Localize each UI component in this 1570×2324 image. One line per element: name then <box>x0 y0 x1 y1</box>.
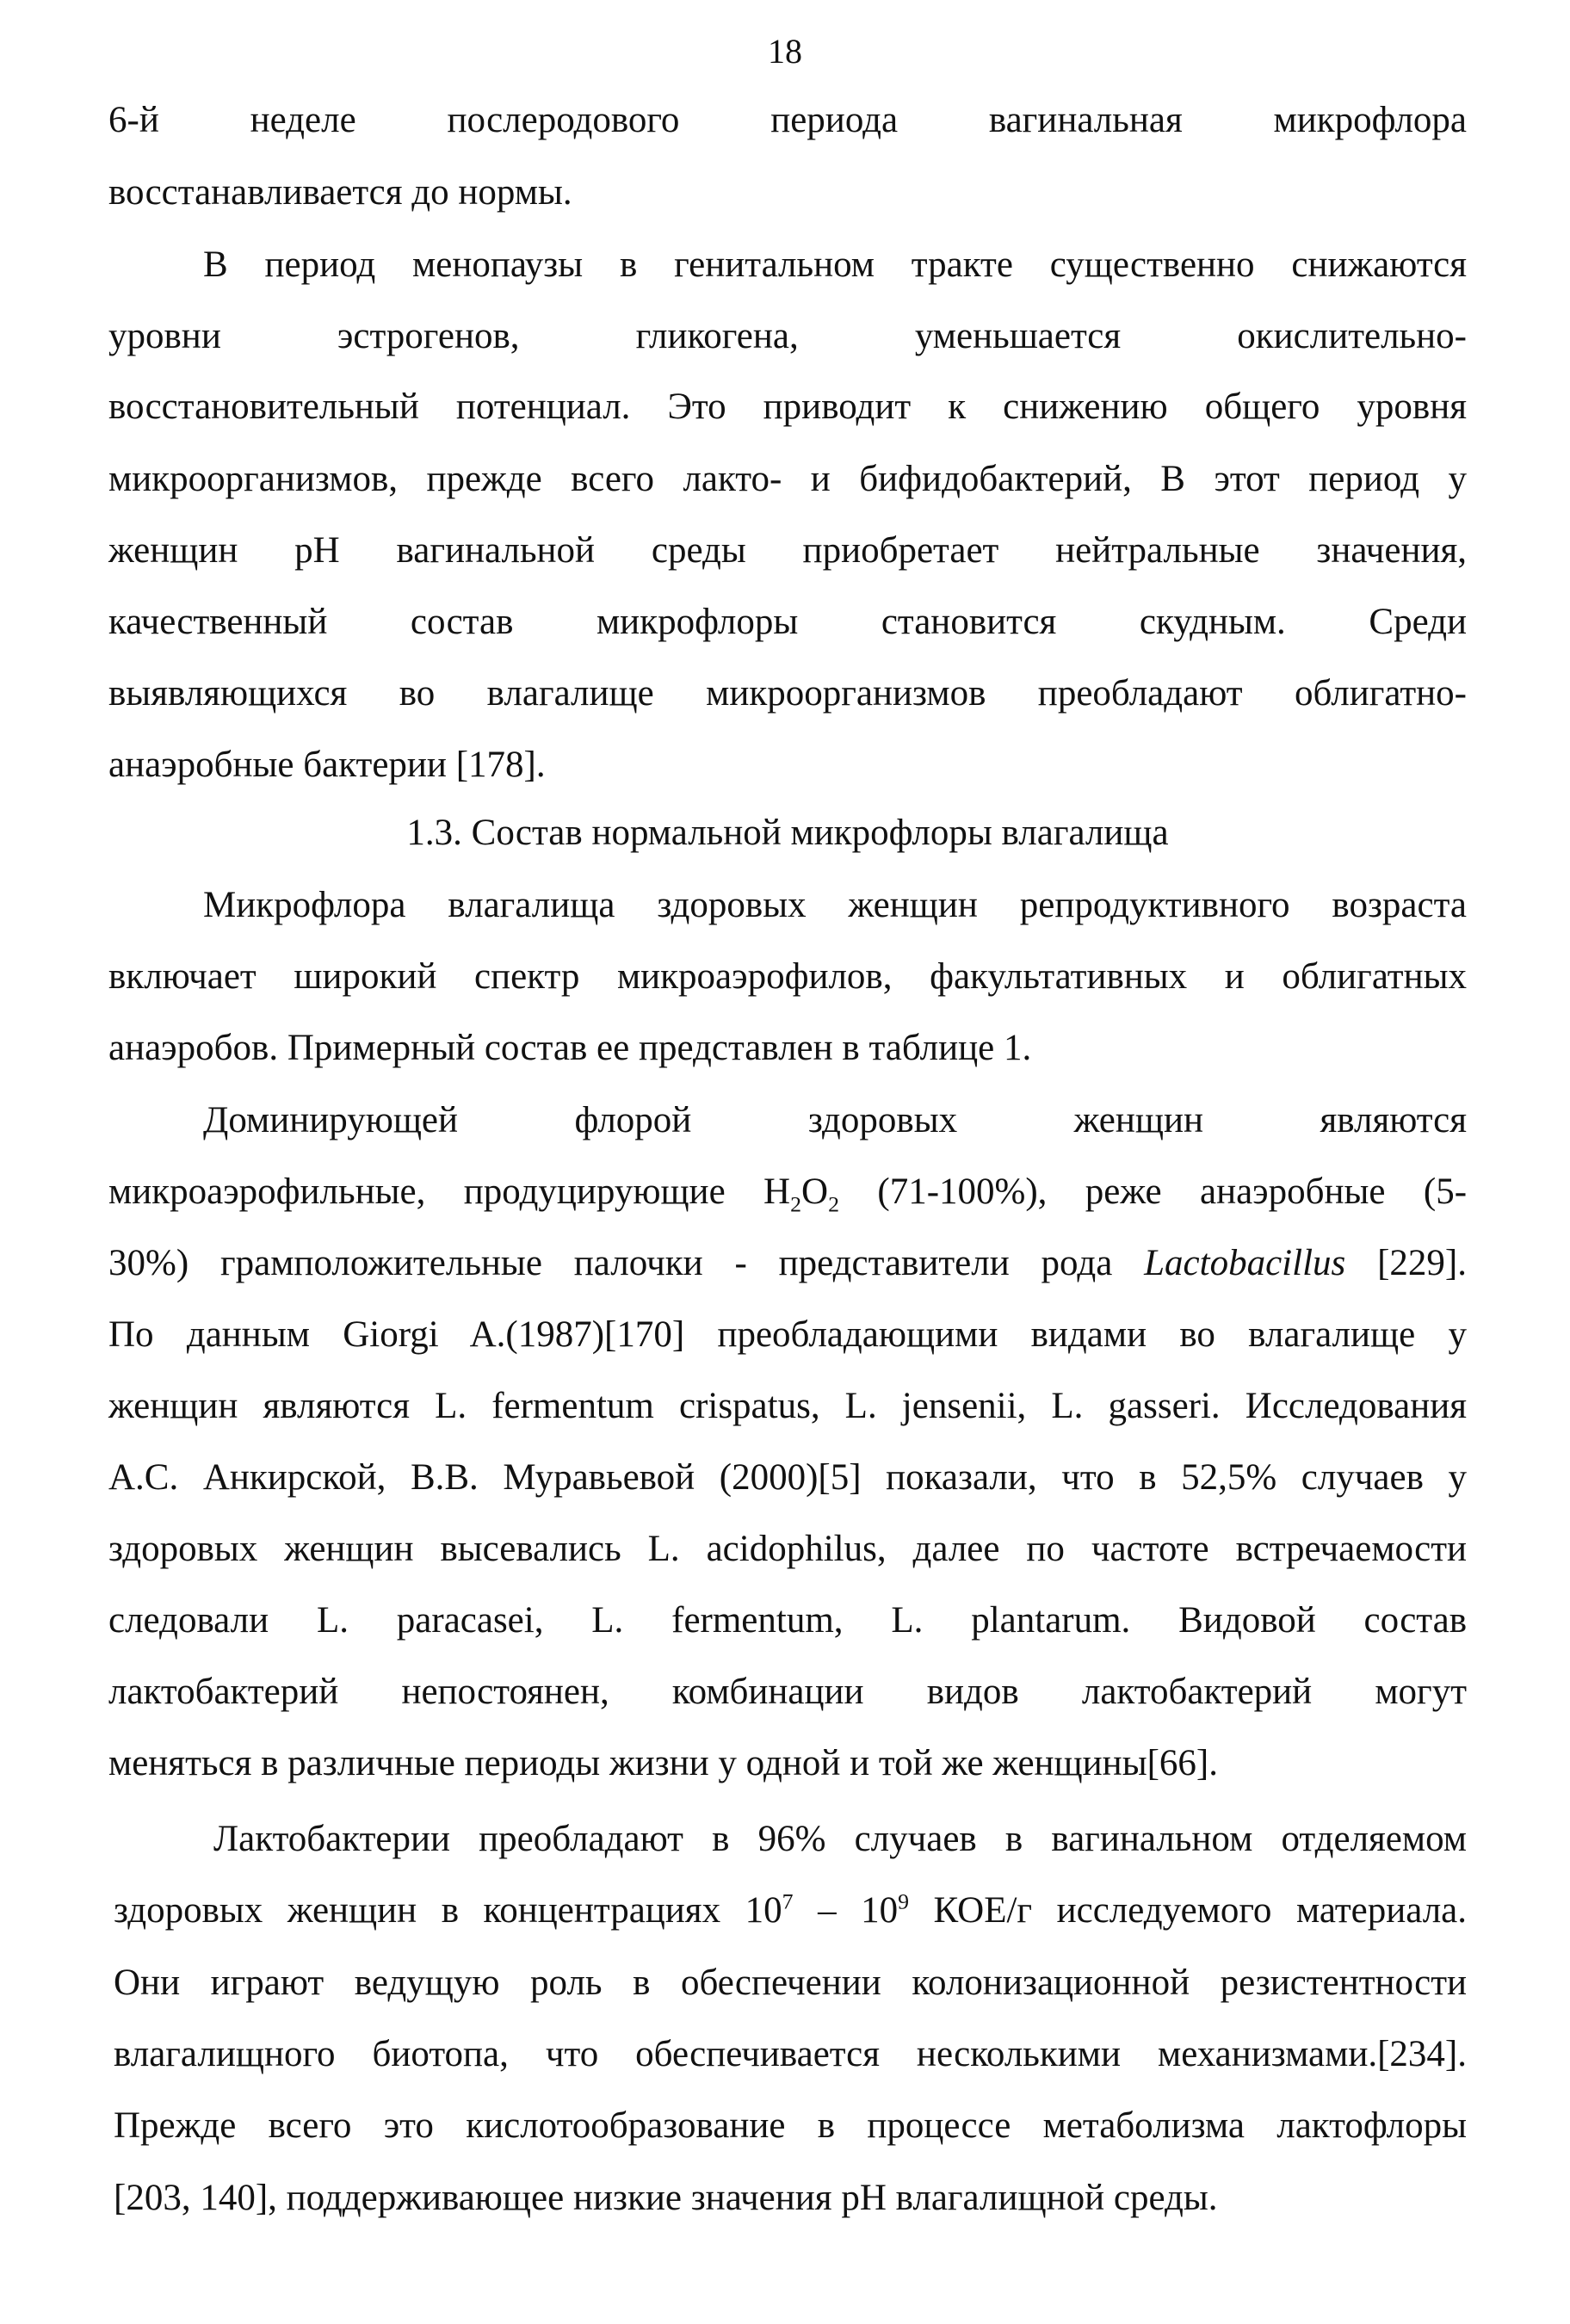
text-line: уровни эстрогенов, гликогена, уменьшается окислительно- <box>108 316 1467 356</box>
text-line: По данным Giorgi A.(1987)[170] преобладающими видами во влагалище у <box>108 1314 1467 1355</box>
text-line: выявляющихся во влагалище микроорганизмов преобладают облигатно- <box>108 673 1467 714</box>
text-line: Прежде всего это кислотообразование в процессе метаболизма лактофлоры <box>114 2105 1467 2146</box>
text-line: Они играют ведущую роль в обеспечении колонизационной резистентности <box>114 1962 1467 2003</box>
text-line: Доминирующей флорой здоровых женщин являются <box>203 1100 1467 1140</box>
text-line-with-exponent: здоровых женщин в концентрациях $10^7 - 10^9$ КОЕ/г исследуемого материала. <box>114 1888 1467 1931</box>
text-line: 6-й неделе послеродового периода вагинальная микрофлора <box>108 100 1467 140</box>
text-line-with-italic: 30%) грамположительные палочки - представители рода Lactobacillus [229]. <box>108 1243 1467 1283</box>
text-line: здоровых женщин высевались L. acidophilus, далее по частоте встречаемости <box>108 1529 1467 1569</box>
section-heading: 1.3. Состав нормальной микрофлоры влагалища <box>406 813 1169 853</box>
text-line: анаэробные бактерии [178]. <box>108 745 546 785</box>
text-line: влагалищного биотопа, что обеспечивается несколькими механизмами.[234]. <box>114 2034 1467 2074</box>
text-line: следовали L. paracasei, L. fermentum, L. plantarum. Видовой состав <box>108 1600 1467 1641</box>
text-line: меняться в различные периоды жизни у одной и той же женщины[66]. <box>108 1743 1218 1783</box>
text-line: включает широкий спектр микроаэрофилов, факультативных и облигатных <box>108 956 1467 997</box>
text-line: В период менопаузы в генитальном тракте существенно снижаются <box>203 244 1467 285</box>
text-line: восстановительный потенциал. Это приводит к снижению общего уровня <box>108 386 1467 427</box>
text-line: лактобактерий непостоянен, комбинации видов лактобактерий могут <box>108 1672 1467 1712</box>
text-line: качественный состав микрофлоры становится скудным. Среди <box>108 602 1467 642</box>
text-line: женщин pH вагинальной среды приобретает нейтральные значения, <box>108 530 1467 571</box>
text-line: [203, 140], поддерживающее низкие значения pH влагалищной среды. <box>114 2178 1218 2218</box>
text-line: Лактобактерии преобладают в 96% случаев в вагинальном отделяемом <box>213 1819 1467 1859</box>
text-line: восстанавливается до нормы. <box>108 172 572 213</box>
text-line: женщин являются L. fermentum crispatus, L. jensenii, L. gasseri. Исследования <box>108 1386 1467 1426</box>
page-number: 18 <box>768 32 802 71</box>
text-line: Микрофлора влагалища здоровых женщин репродуктивного возраста <box>203 885 1467 925</box>
text-line: анаэробов. Примерный состав ее представлен в таблице 1. <box>108 1028 1032 1068</box>
text-line: А.С. Анкирской, В.В. Муравьевой (2000)[5] показали, что в 52,5% случаев у <box>108 1457 1467 1498</box>
text-line: микроорганизмов, прежде всего лакто- и бифидобактерий, В этот период у <box>108 459 1467 499</box>
text-line-with-formula: микроаэрофильные, продуцирующие $H_2O_2$ (71-100%), реже анаэробные (5- <box>108 1171 1468 1217</box>
